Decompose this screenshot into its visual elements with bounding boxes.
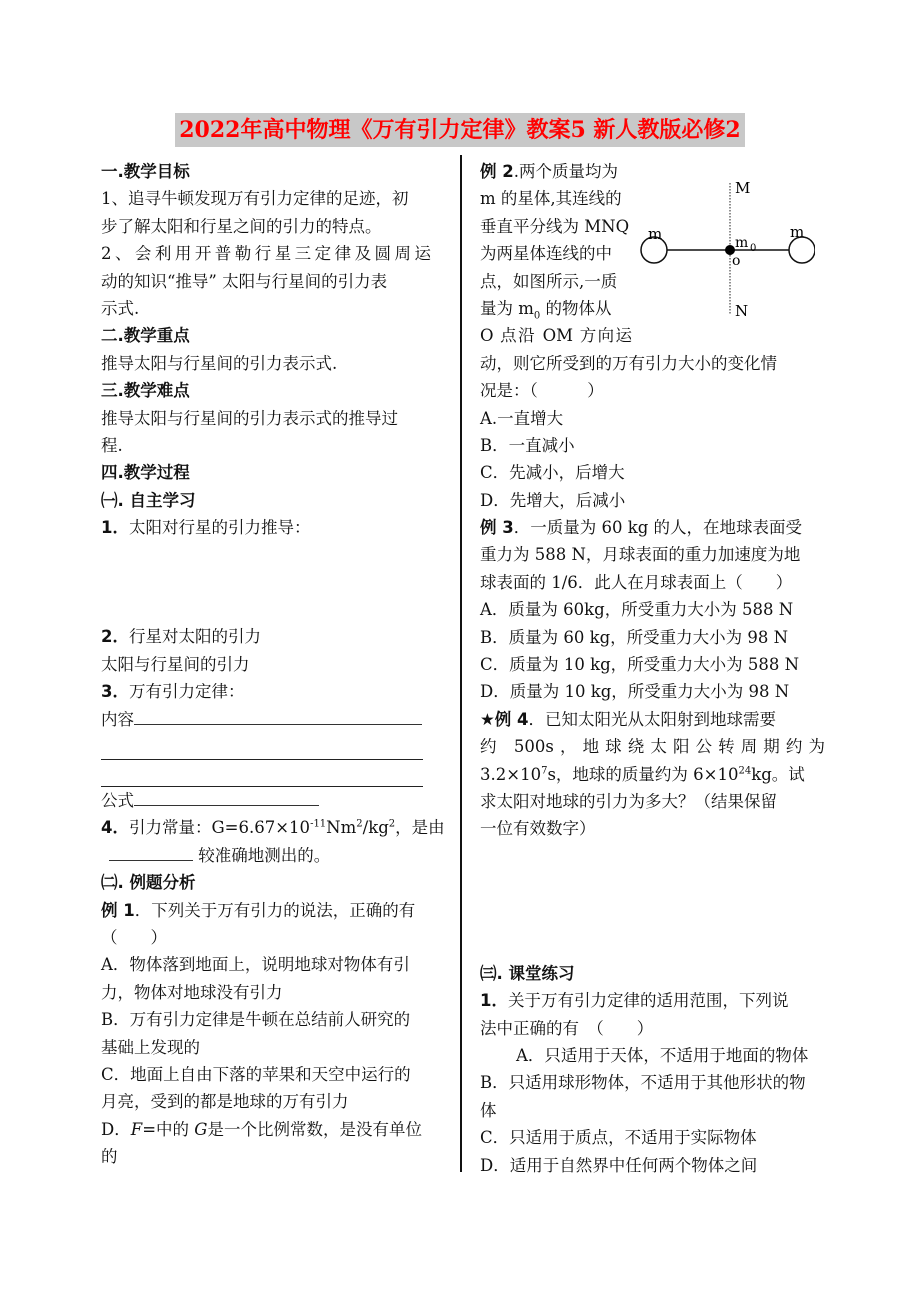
objective-1-line-2: 步了解太阳和行星之间的引力的特点。 [101, 216, 382, 236]
objective-2-line-3: 示式. [101, 298, 140, 318]
example-2-line-3: 垂直平分线为 MNQ [480, 216, 630, 236]
example-3-option-a: A．质量为 60kg，所受重力大小为 588 N [480, 600, 794, 620]
example-2-line-7: O 点沿 OM 方向运 [480, 326, 632, 346]
diagram-svg [640, 175, 815, 320]
question-3-number: 3． [101, 682, 129, 702]
example-2-option-c: C．先减小，后增大 [480, 463, 625, 483]
question-3-text: 万有引力定律： [128, 682, 245, 702]
label-m-left: m [648, 225, 663, 243]
example-1-text: ．下列关于万有引力的说法，正确的有 [134, 900, 416, 920]
example-2-line-8: 动，则它所受到的万有引力大小的变化情 [480, 353, 777, 373]
example-2-option-a: A.一直增大 [480, 408, 564, 428]
objective-2-line-2: 动的知识“推导” 太阳与行星间的引力表 [101, 271, 388, 291]
column-divider [460, 155, 462, 1172]
subsection-examples: ㈡. 例题分析 [101, 873, 196, 893]
example-3-line-1 [480, 514, 825, 541]
question-4-unit2: /kg [362, 818, 389, 838]
option-d-prefix: D． [101, 1119, 131, 1139]
question-4 [101, 814, 445, 841]
question-4-exp2: 2 [356, 818, 363, 830]
content-blank-line-2[interactable] [101, 733, 423, 760]
section-heading-difficulties: 三.教学难点 [101, 381, 190, 401]
question-3 [101, 678, 431, 705]
content-blank-line-3[interactable] [101, 760, 423, 787]
question-1 [101, 514, 431, 541]
example-1-option-d-line-2: 的 [101, 1147, 118, 1167]
difficulties-line-1: 推导太阳与行星间的引力表示式的推导过 [101, 408, 398, 428]
answer-space-1 [101, 541, 431, 623]
question-4-blank[interactable] [109, 843, 193, 861]
question-4-text-pre: 引力常量：G=6.67×10 [128, 818, 311, 838]
question-4-line-2 [101, 842, 431, 869]
practice-1-line-2: 法中正确的有 （ ） [480, 1018, 654, 1038]
question-4-text-post: ，是由 [395, 818, 445, 838]
label-M: M [735, 179, 751, 197]
example-2-text-1: .两个质量均为 [513, 162, 618, 181]
objective-2-line-1: 2、会利用开普勒行星三定律及圆周运 [101, 244, 431, 264]
practice-1-option-b-line-1: B．只适用球形物体，不适用于其他形状的物 [480, 1073, 806, 1093]
question-4-exp1: -11 [310, 818, 327, 830]
difficulties-line-2: 程. [101, 435, 123, 455]
content-label: 内容 [101, 709, 134, 729]
two-body-diagram [640, 175, 815, 320]
example-2-line-6-post: 的物体从 [540, 298, 612, 318]
example-2-line-6-pre: 量为 m [480, 298, 534, 318]
example-4-label: ★例 4 [480, 709, 529, 729]
example-2-line-2: m 的星体,其连线的 [480, 189, 622, 209]
question-2-sub: 太阳与行星间的引力 [101, 654, 250, 674]
label-m-right: m [790, 223, 805, 241]
example-4-line-4: 求太阳对地球的引力为多大？（结果保留 [480, 791, 777, 811]
example-3-option-d: D．质量为 10 kg，所受重力大小为 98 N [480, 682, 790, 702]
example-1-option-d [101, 1116, 431, 1143]
example-1-option-c-line-1: C．地面上自由下落的苹果和天空中运行的 [101, 1064, 411, 1084]
section-heading-process: 四.教学过程 [101, 463, 190, 483]
question-4-exp3: 2 [388, 818, 396, 830]
question-1-text: 太阳对行星的引力推导： [128, 518, 311, 538]
practice-1-line-1 [480, 987, 825, 1014]
document-title: 2022年高中物理《万有引力定律》教案5 新人教版必修2 [175, 113, 745, 147]
question-1-number: 1． [101, 518, 129, 538]
option-d-post: 是一个比例常数，是没有单位 [207, 1119, 422, 1139]
example-2-line-4: 为两星体连线的中 [480, 244, 612, 264]
example-3-label: 例 3 [480, 518, 514, 538]
content-blank-row [101, 706, 431, 733]
formula-blank-row [101, 787, 431, 814]
practice-1-option-b-line-2: 体 [480, 1100, 497, 1120]
example-1-label: 例 1 [101, 900, 135, 920]
subsection-self-study: ㈠. 自主学习 [101, 490, 196, 510]
example-4-l3-exp1: 7 [541, 765, 548, 777]
example-2-line-1 [480, 158, 632, 185]
example-4-text-1: ．已知太阳光从太阳射到地球需要 [528, 709, 777, 729]
objective-1-line-1: 1、追寻牛顿发现万有引力定律的足迹，初 [101, 189, 409, 209]
content-blank[interactable] [134, 707, 422, 725]
practice-1-option-c: C．只适用于质点，不适用于实际物体 [480, 1128, 757, 1148]
example-4-l3-exp2: 24 [738, 765, 752, 777]
title-wrapper [0, 113, 920, 147]
section-heading-objectives: 一.教学目标 [101, 162, 190, 181]
question-2 [101, 623, 431, 650]
subsection-practice: ㈢. 课堂练习 [480, 963, 575, 983]
example-3-option-c: C．质量为 10 kg，所受重力大小为 588 N [480, 655, 800, 675]
example-2-line-6-sub: 0 [533, 310, 541, 322]
example-4-line-1 [480, 706, 825, 733]
example-2-line-9: 况是：（ ） [480, 381, 604, 401]
example-4-line-3 [480, 761, 825, 788]
example-2-option-b: B．一直减小 [480, 435, 575, 455]
example-3-line-3: 球表面的 1/6．此人在月球表面上（ ） [480, 572, 793, 592]
practice-1-number: 1． [480, 991, 508, 1011]
practice-1-option-d: D．适用于自然界中任何两个物体之间 [480, 1155, 758, 1175]
question-2-number: 2． [101, 627, 129, 647]
question-2-text: 行星对太阳的引力 [128, 627, 261, 647]
example-2-label: 例 2 [480, 162, 514, 181]
label-m0: m [735, 235, 749, 251]
example-4-answer-space [480, 843, 825, 960]
example-1 [101, 897, 431, 924]
example-4-l3-c: kg。试 [751, 764, 805, 784]
example-2-line-5: 点，如图所示,一质 [480, 271, 618, 291]
example-1-option-b-line-1: B．万有引力定律是牛顿在总结前人研究的 [101, 1010, 411, 1030]
formula-blank[interactable] [134, 789, 319, 807]
formula-label: 公式 [101, 791, 134, 811]
example-2-option-d: D．先增大，后减小 [480, 490, 626, 510]
key-points-text: 推导太阳与行星间的引力表示式. [101, 353, 338, 373]
practice-1-option-a: A．只适用于天体，不适用于地面的物体 [516, 1045, 809, 1065]
example-4-l3-b: s，地球的质量约为 6×10 [547, 764, 739, 784]
example-3-line-2: 重力为 588 N，月球表面的重力加速度为地 [480, 545, 801, 565]
example-1-option-a-line-2: 力，物体对地球没有引力 [101, 982, 283, 1002]
label-o: o [732, 253, 741, 269]
option-d-F: F [130, 1119, 143, 1139]
option-d-mid: =中的 [142, 1119, 195, 1139]
question-4-unit: Nm [326, 818, 357, 838]
example-4-line-2: 约 500s，地球绕太阳公转周期约为 [480, 737, 825, 757]
section-heading-key-points: 二.教学重点 [101, 326, 190, 346]
question-4-line-2-text: 较准确地测出的。 [193, 845, 331, 865]
practice-1-text-1: 关于万有引力定律的适用范围，下列说 [507, 991, 789, 1011]
example-3-text-1: ．一质量为 60 kg 的人，在地球表面受 [513, 518, 803, 538]
label-m0-sub: 0 [750, 243, 757, 254]
option-d-G: G [194, 1119, 208, 1139]
example-1-paren: （ ） [101, 927, 167, 947]
label-N: N [735, 302, 749, 320]
example-4-l3-a: 3.2×10 [480, 764, 542, 784]
example-1-option-a-line-1: A．物体落到地面上，说明地球对物体有引 [101, 955, 410, 975]
example-4-line-5: 一位有效数字） [480, 819, 596, 839]
example-2-line-6 [480, 295, 632, 322]
left-column [101, 158, 445, 1171]
example-3-option-b: B．质量为 60 kg，所受重力大小为 98 N [480, 627, 789, 647]
example-1-option-c-line-2: 月亮，受到的都是地球的万有引力 [101, 1092, 349, 1112]
question-4-number: 4． [101, 818, 129, 838]
example-1-option-b-line-2: 基础上发现的 [101, 1037, 200, 1057]
